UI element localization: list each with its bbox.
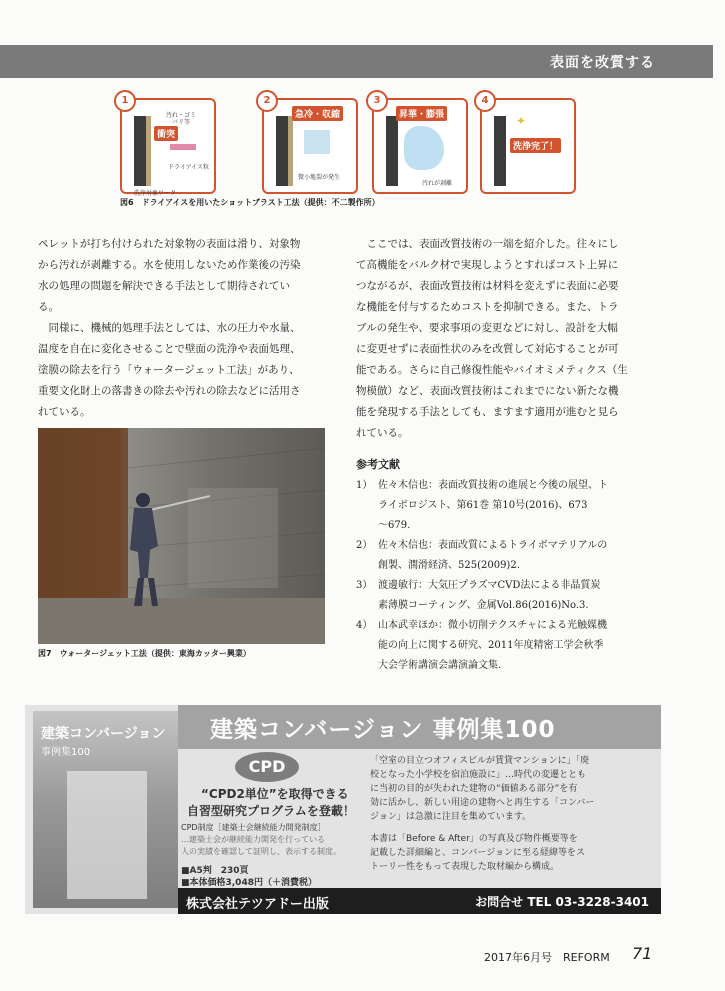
panel-number: 3 (366, 90, 388, 112)
book-spec-price: ■本体価格3,048円（＋消費税） (181, 878, 317, 888)
text-line: 能である。さらに自己修復性能やバイオミメティクス（生 (356, 364, 628, 376)
building-image (67, 771, 147, 899)
contact-phone: お問合せ TEL 03-3228-3401 (475, 895, 649, 909)
sublimation-burst-icon (404, 126, 444, 170)
book-cover-subtitle: 事例集100 (41, 747, 91, 758)
panel-number: 4 (474, 90, 496, 112)
text-line: な機能を付与するためコストを抑制できる。また、トラ (356, 301, 619, 313)
book-spec-size: ■A5判 230頁 (181, 866, 249, 876)
text-line: 温度を自在に変化させることで壁面の洗浄や表面処理、 (38, 343, 301, 355)
pellet-arrow-icon (170, 144, 196, 150)
text-line: ブルの発生や、要求事項の変更などに対し、設計を大幅 (356, 322, 618, 334)
reference-item (356, 536, 656, 576)
panel-tag: 急冷・収縮 (292, 106, 343, 121)
text-line: 水の処理の問題を解決できる手法として期待されてい (38, 280, 290, 292)
ad-banner-title: 建築コンバージョン 事例集100 (210, 717, 556, 743)
reference-line: 渡邊敏行：大気圧プラズマCVD法による非晶質炭 (378, 580, 601, 591)
workpiece-wall (276, 116, 288, 186)
figure6-panel-2 (262, 95, 358, 194)
reference-line: 佐々木信也：表面改質技術の進展と今後の展望、ト (378, 480, 608, 491)
panel-label: バリ等 (172, 119, 191, 126)
figure6-panel-1 (120, 95, 216, 197)
ad-description-line: 本書は「Before & After」の写真及び物件概要等を (370, 834, 578, 844)
text-line: 能を発現する手法としても、ますます適用が進むと見ら (356, 406, 619, 418)
text-line: れている。 (38, 406, 91, 418)
panel-label: ドライアイス粒 (168, 164, 210, 171)
reference-line: 能の向上に関する研究、2011年度精密工学会秋季 (378, 640, 604, 651)
cpd-note: …建築士会が継続能力開発を行っている (181, 835, 325, 844)
cpd-badge: CPD (235, 752, 299, 782)
reference-line: 素薄膜コーティング、金属Vol.86(2016)No.3. (378, 600, 589, 611)
panel-number: 1 (114, 90, 136, 112)
panel-number: 2 (256, 90, 278, 112)
section-title: 表面を改質する (550, 55, 655, 71)
reference-number: 3） (356, 580, 373, 591)
reference-line: 佐々木信也：表面改質によるトライボマテリアルの (378, 540, 608, 551)
figure6-panel-3 (372, 95, 468, 194)
reference-line: 大会学術講演会講演論文集. (378, 660, 502, 671)
panel-tag: 洗浄完了！ (510, 138, 561, 153)
references-heading: 参考文献 (356, 458, 400, 471)
text-line: 同様に、機械的処理手法としては、水の圧力や水量、 (38, 322, 301, 334)
reference-number: 1） (356, 480, 373, 491)
right-column-text (356, 234, 648, 444)
text-line: に変更せずに表面性状のみを改質して対応することが可 (356, 343, 619, 355)
ad-description-line: 校となった小学校を宿泊施設に」…時代の変遷ととも (370, 770, 587, 780)
ad-title-band (178, 705, 661, 749)
sparkle-icon: ✦ (516, 114, 527, 128)
reference-item (356, 476, 656, 536)
issue-label: 2017年6月号 REFORM (484, 951, 610, 964)
ad-footer-band (178, 888, 661, 914)
reference-item (356, 616, 656, 676)
text-line: 重要文化財上の落書きの除去や汚れの除去などに活用さ (38, 385, 301, 397)
reference-line: ライボロジスト、第61巻 第10号(2016)、673 (378, 500, 588, 511)
text-line: つながるが、表面改質技術は材料を変えずに表面に必要 (356, 280, 619, 292)
reference-line: 創製、潤滑経済、525(2009)2. (378, 560, 520, 571)
book-cover-title: 建築コンバージョン (41, 726, 166, 742)
ad-description-line: ジョン」は急激に注目を集めています。 (370, 812, 532, 822)
ad-description-gap (370, 824, 655, 832)
panel-label: 微小亀裂が発生 (298, 174, 341, 181)
waterjet-illustration (38, 428, 325, 644)
cpd-note: CPD制度［建築士会継続能力開発制度］ (181, 823, 326, 832)
panel-label: 汚れが剥離 (422, 180, 453, 187)
ad-description-line: 記載した詳細編と、コンバージョンに至る経緯等をス (370, 848, 586, 858)
text-line: て高機能をバルク材で実現しようとすればコスト上昇に (356, 259, 619, 271)
ad-description-line: に当初の目的が失われた建物の“価値ある部分”を有 (370, 784, 578, 794)
reference-number: 2） (356, 540, 373, 551)
ad-description (370, 754, 655, 874)
ad-description-line: 効に活かし、新しい用途の建物へと再生する「コンバー (370, 798, 595, 808)
text-line: から汚れが剥離する。水を使用しないため作業後の汚染 (38, 259, 301, 271)
dirt-layer (288, 116, 293, 186)
ice-crack-icon (304, 130, 330, 154)
book-advertisement (25, 705, 661, 914)
left-column-text (38, 234, 328, 423)
figure7-caption: 図7 ウォータージェット工法（提供：東海カッター興業） (38, 649, 251, 658)
ad-description-line: トーリー性をもって表現した取材編から構成。 (370, 862, 560, 872)
dirt-layer (146, 116, 151, 186)
panel-label: 洗浄対象ワーク (134, 190, 177, 197)
workpiece-wall (134, 116, 146, 186)
text-line: 物模倣）など、表面改質技術はこれまでにない新たな機 (356, 385, 619, 397)
publisher-name: 株式会社テツアドー出版 (186, 897, 329, 912)
text-line: れている。 (356, 427, 409, 439)
reference-line: 山本武幸ほか：微小切削テクスチャによる光触媒機 (378, 620, 607, 631)
reference-item (356, 576, 656, 616)
workpiece-wall (494, 116, 506, 186)
figure6-panel-4 (480, 95, 576, 194)
panel-tag: 昇華・膨張 (396, 106, 447, 121)
references-list (356, 476, 656, 676)
book-cover (33, 711, 178, 908)
ad-headline-1: “CPD2単位”を取得できる (201, 787, 349, 801)
panel-label: 汚れ・ゴミ (166, 112, 197, 119)
text-line: 塗膜の除去を行う「ウォータージェット工法」があり、 (38, 364, 300, 376)
cpd-note: 人の実績を確認して証明し、表示する制度。 (181, 847, 341, 856)
figure6-caption: 図6 ドライアイスを用いたショットブラスト工法（提供：不二製作所） (120, 198, 380, 207)
reference-line: ～679. (378, 520, 411, 531)
waterjet-photo (38, 428, 325, 644)
page-number: 71 (632, 944, 653, 963)
panel-tag: 衝突 (154, 126, 178, 141)
ad-description-line: 「空室の目立つオフィスビルが賃貸マンションに」「廃 (370, 756, 590, 766)
reference-number: 4） (356, 620, 373, 631)
text-line: ペレットが打ち付けられた対象物の表面は滑り、対象物 (38, 238, 301, 250)
text-line: ここでは、表面改質技術の一端を紹介した。往々にし (356, 238, 619, 250)
text-line: る。 (38, 301, 59, 313)
workpiece-wall (386, 116, 398, 186)
ad-headline-2: 自習型研究プログラムを登載！ (187, 804, 355, 818)
